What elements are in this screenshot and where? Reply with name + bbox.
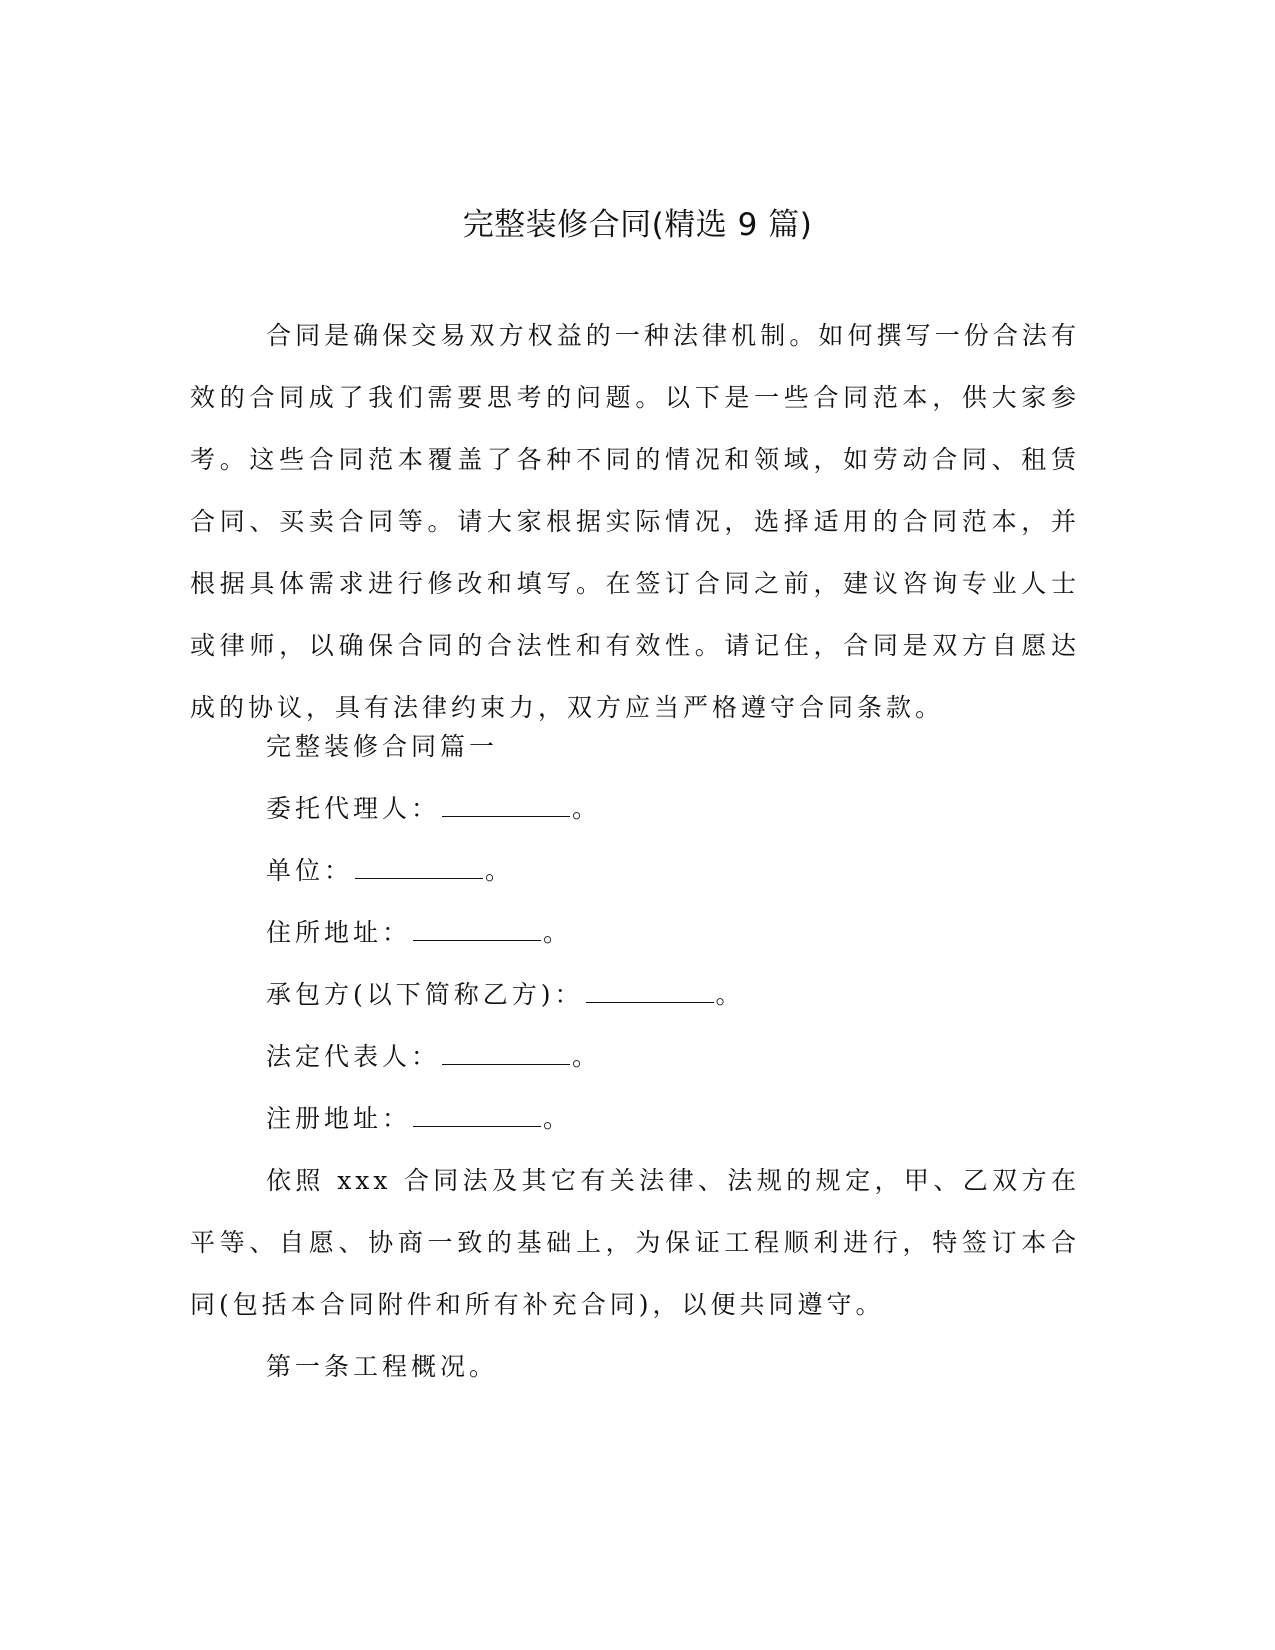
field-label: 注册地址：: [266, 1104, 412, 1133]
blank-line: [442, 1044, 570, 1065]
document-title: 完整装修合同(精选 9 篇): [462, 207, 813, 243]
field-label: 住所地址：: [266, 918, 412, 947]
field-label: 单位：: [266, 856, 354, 885]
field-legal-rep: [190, 1026, 1080, 1088]
section-heading: 完整装修合同篇一: [266, 732, 499, 761]
field-registered-address: [190, 1088, 1080, 1150]
field-contractor: [190, 964, 1080, 1026]
blank-line: [586, 982, 714, 1003]
intro-paragraph: 合同是确保交易双方权益的一种法律机制。如何撰写一份合法有效的合同成了我们需要思考的问题。以下是一些合同范本，供大家参考。这些合同范本覆盖了各种不同的情况和领域，如劳动合同、租赁合同、买卖合同等。请大家根据实际情况，选择适用的合同范本，并根据具体需求进行修改和填写。在签订合同之前，建议咨询专业人士或律师，以确保合同的合法性和有效性。请记住，合同是双方自愿达成的协议，具有法律约束力，双方应当严格遵守合同条款。: [190, 321, 1080, 722]
field-suffix: 。: [543, 1104, 573, 1133]
field-label: 法定代表人：: [266, 1042, 441, 1071]
basis-paragraph: 依照 xxx 合同法及其它有关法律、法规的规定，甲、乙双方在平等、自愿、协商一致的基础上，为保证工程顺利进行，特签订本合同(包括本合同附件和所有补充合同)，以便共同遵守。: [190, 1166, 1080, 1319]
field-suffix: 。: [715, 980, 745, 1009]
intro-block: [190, 305, 1080, 739]
field-address: [190, 902, 1080, 964]
field-suffix: 。: [572, 794, 602, 823]
field-label: 委托代理人：: [266, 794, 441, 823]
blank-line: [442, 796, 570, 817]
field-suffix: 。: [485, 856, 515, 885]
article-1-heading: 第一条工程概况。: [266, 1352, 499, 1381]
blank-line: [413, 920, 541, 941]
contract-section: [190, 716, 1080, 1398]
field-label: 承包方(以下简称乙方)：: [266, 980, 584, 1009]
blank-line: [413, 1106, 541, 1127]
field-suffix: 。: [543, 918, 573, 947]
field-unit: [190, 840, 1080, 902]
blank-line: [355, 858, 483, 879]
field-agent: [190, 778, 1080, 840]
field-suffix: 。: [572, 1042, 602, 1071]
